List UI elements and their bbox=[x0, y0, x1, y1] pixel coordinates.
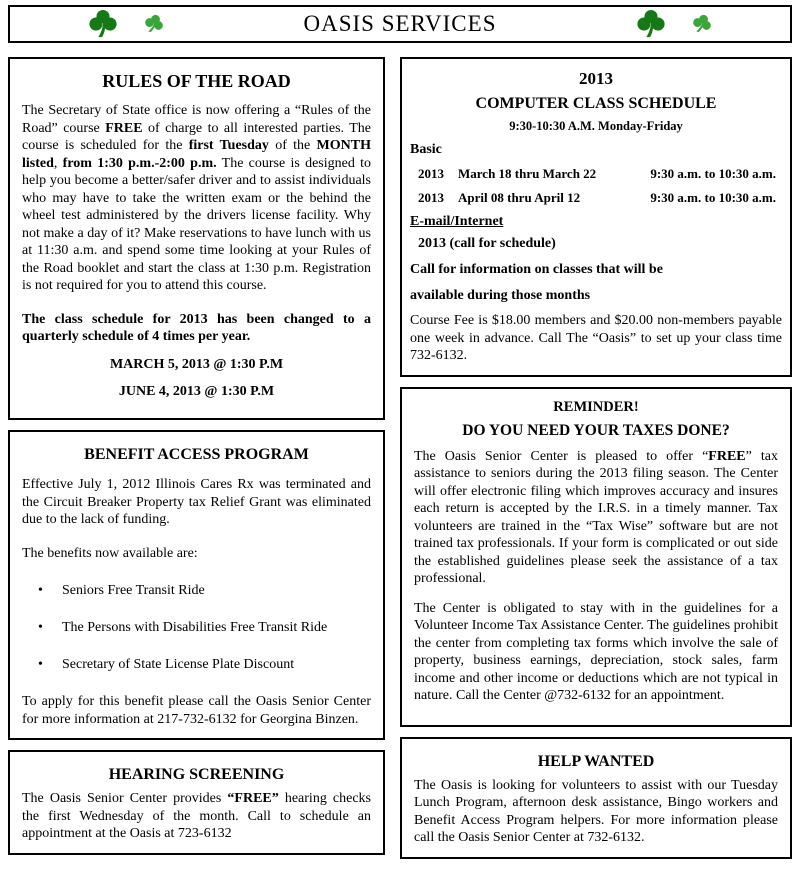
hearing-paragraph: The Oasis Senior Center provides “FREE” hearing checks the first Wednesday of the month. Call to schedule an appointment at the Oasis at 723-6132 bbox=[22, 791, 371, 841]
header-right-decorations bbox=[636, 7, 712, 41]
schedule-dates: April 08 thru April 12 bbox=[458, 190, 581, 205]
rules-class-date: JUNE 4, 2013 @ 1:30 P.M bbox=[118, 384, 275, 399]
hearing-title: HEARING SCREENING bbox=[108, 766, 285, 783]
rules-title: RULES OF THE ROAD bbox=[102, 71, 291, 91]
benefit-paragraph: Effective July 1, 2012 Illinois Cares Rx was terminated and the Circuit Breaker Property tax Relief Grant was eliminated due to the lack of funding. bbox=[22, 477, 371, 527]
schedule-time: 9:30 a.m. to 10:30 a.m. bbox=[650, 190, 776, 205]
shamrock-icon bbox=[88, 9, 118, 39]
taxes-title-reminder: REMINDER! bbox=[553, 398, 639, 415]
content-columns bbox=[8, 57, 792, 869]
rules-of-the-road-section bbox=[8, 57, 385, 420]
rules-schedule-note: The class schedule for 2013 has been changed to a quarterly schedule of 4 times per year. bbox=[22, 311, 371, 344]
computer-year-title: 2013 bbox=[579, 69, 613, 88]
hearing-screening-section bbox=[8, 750, 385, 855]
taxes-paragraph: The Center is obligated to stay with in the guidelines for a Volunteer Income Tax Assistance Center. The guidelines prohibit the center from completing tax forms which involve the sale of property, business earnings, depreciation, stock sales, farm income and other income or deductions which are not typical in nature. Call the Center @732-6132 for an appointment. bbox=[414, 600, 778, 703]
taxes-title-question: DO YOU NEED YOUR TAXES DONE? bbox=[462, 421, 730, 439]
benefit-item bbox=[22, 657, 371, 673]
benefit-footer: To apply for this benefit please call the Oasis Senior Center for more information at 217-732-6132 for Georgina Binzen. bbox=[22, 694, 371, 727]
benefit-item bbox=[22, 583, 371, 599]
rules-class-date: MARCH 5, 2013 @ 1:30 P.M bbox=[109, 356, 284, 372]
benefit-item-label: Secretary of State License Plate Discount bbox=[62, 657, 295, 672]
benefit-item-label: The Persons with Disabilities Free Transit Ride bbox=[62, 620, 328, 635]
computer-email-row: 2013 (call for schedule) bbox=[418, 236, 556, 251]
page-title: OASIS SERVICES bbox=[303, 11, 497, 36]
computer-email-label: E-mail/Internet bbox=[410, 214, 504, 229]
left-column bbox=[8, 57, 385, 865]
help-wanted-paragraph: The Oasis is looking for volunteers to assist with our Tuesday Lunch Program, afternoon desk assistance, Bingo workers and Benefit Access Program helpers. For more information please call the Oasis Senior Center at 732-6132. bbox=[414, 777, 778, 845]
computer-class-section bbox=[400, 57, 792, 377]
benefit-title: BENEFIT ACCESS PROGRAM bbox=[84, 446, 309, 463]
bullet-icon bbox=[22, 620, 62, 636]
schedule-row bbox=[410, 190, 782, 206]
schedule-year: 2013 bbox=[418, 166, 444, 181]
benefit-access-section bbox=[8, 430, 385, 740]
bullet-icon bbox=[22, 583, 62, 599]
rules-paragraph: The Secretary of State office is now offering a “Rules of the Road” course FREE of charge to all interested parties. The course is scheduled for the first Tuesday of the MONTH listed, from 1:30 p.m.-2:00 p.m. The course is designed to help you become a better/safer driver and to assist individuals who may have to take the written exam or the behind the wheel test administered by the drivers license facility. Why not make a day of it? Make reservations to have lunch with us at 11:30 a.m. and spend some time looking at your Rules of the Road booklet and start the class at 1:30 p.m. Registration is not required for you to attend this course. bbox=[22, 103, 371, 293]
header bbox=[8, 5, 792, 43]
header-left-decorations bbox=[88, 7, 164, 41]
help-wanted-section bbox=[400, 737, 792, 859]
shamrock-icon bbox=[141, 11, 166, 36]
computer-fee-paragraph: Course Fee is $18.00 members and $20.00 non-members payable one week in advance. Call The “Oasis” to set up your class time 732-6132. bbox=[410, 313, 782, 363]
computer-call-info-line2: available during those months bbox=[410, 288, 591, 303]
computer-subtitle: 9:30-10:30 A.M. Monday-Friday bbox=[509, 119, 683, 133]
shamrock-icon bbox=[636, 9, 666, 39]
schedule-dates: March 18 thru March 22 bbox=[458, 166, 597, 181]
shamrock-icon bbox=[689, 11, 714, 36]
computer-basic-label: Basic bbox=[410, 142, 442, 157]
schedule-row bbox=[410, 166, 782, 182]
benefit-intro: The benefits now available are: bbox=[22, 545, 198, 561]
computer-title: COMPUTER CLASS SCHEDULE bbox=[475, 95, 717, 112]
taxes-paragraph: The Oasis Senior Center is pleased to offer “FREE” tax assistance to seniors during the 2013 filing season. The Center will offer electronic filing which improves accuracy and insures each return is accepted by the I.R.S. in a timely manner. Tax volunteers are trained in the “Tax Wise” software but are not trained tax professionals. If your form is complicated or out side the established guidelines please seek the assistance of a tax professional. bbox=[414, 448, 778, 586]
bullet-icon bbox=[22, 657, 62, 673]
schedule-time: 9:30 a.m. to 10:30 a.m. bbox=[650, 166, 776, 181]
taxes-section bbox=[400, 387, 792, 727]
benefit-item bbox=[22, 620, 371, 636]
benefit-item-label: Seniors Free Transit Ride bbox=[62, 583, 205, 598]
help-wanted-title: HELP WANTED bbox=[537, 752, 655, 770]
right-column bbox=[400, 57, 792, 869]
computer-call-info-line1: Call for information on classes that will be bbox=[410, 262, 663, 277]
schedule-year: 2013 bbox=[418, 190, 444, 205]
